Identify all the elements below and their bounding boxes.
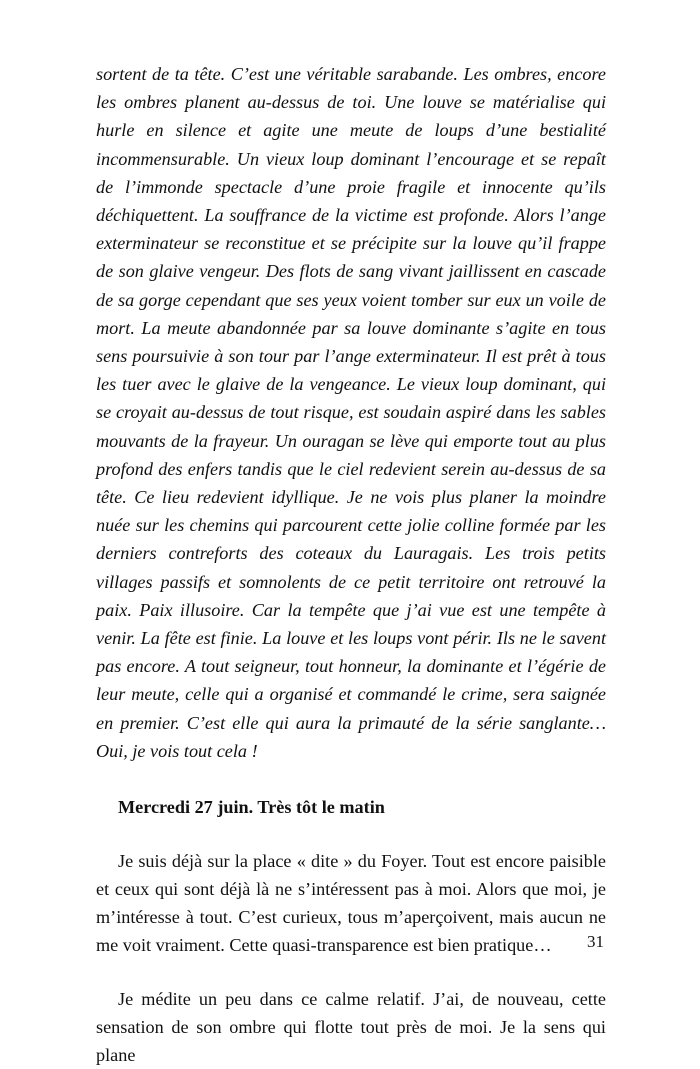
body-paragraph-1: Je suis déjà sur la place « dite » du Foyer. Tout est encore paisible et ceux qui sont déjà là ne s’intéressent pas à moi. Alors que moi, je m’intéresse à tout. C’est curieux, tous m’aperçoivent, mais aucun ne me voit vraiment. Cette quasi-transparence est bien pratique…: [96, 851, 606, 956]
section-heading: Mercredi 27 juin. Très tôt le matin: [118, 797, 385, 818]
page-body: [96, 60, 606, 1069]
page-number: 31: [587, 932, 604, 951]
body-paragraph-2: Je médite un peu dans ce calme relatif. J’ai, de nouveau, cette sensation de son ombre qui flotte tout près de moi. Je la sens qui plane: [96, 989, 606, 1066]
italic-vision-paragraph: sortent de ta tête. C’est une véritable sarabande. Les ombres, encore les ombres planent au-dessus de toi. Une louve se matérialise qui hurle en silence et agite une meute de loups d’une bestialité incommensurable. Un vieux loup dominant l’encourage et se repaît de l’immonde spectacle d’une proie fragile et innocente qu’ils déchiquettent. La souffrance de la victime est profonde. Alors l’ange exterminateur se reconstitue et se précipite sur la louve qu’il frappe de son glaive vengeur. Des flots de sang vivant jaillissent en cascade de sa gorge cependant que ses yeux voient tomber sur eux un voile de mort. La meute abandonnée par sa louve dominante s’agite en tous sens poursuivie à son tour par l’ange exterminateur. Il est prêt à tous les tuer avec le glaive de la vengeance. Le vieux loup dominant, qui se croyait au-dessus de tout risque, est soudain aspiré dans les sables mouvants de la frayeur. Un ouragan se lève qui emporte tout au plus profond des enfers tandis que le ciel redevient serein au-dessus de sa tête. Ce lieu redevient idyllique. Je ne vois plus planer la moindre nuée sur les chemins qui parcourent cette jolie colline formée par les derniers contreforts des coteaux du Lauragais. Les trois petits villages passifs et somnolents de ce petit territoire ont retrouvé la paix. Paix illusoire. Car la tempête que j’ai vue est une tempête à venir. La fête est finie. La louve et les loups vont périr. Ils ne le savent pas encore. A tout seigneur, tout honneur, la dominante et l’égérie de leur meute, celle qui a organisé et commandé le crime, sera saignée en premier. C’est elle qui aura la primauté de la série sanglante… Oui, je vois tout cela !: [96, 64, 606, 761]
